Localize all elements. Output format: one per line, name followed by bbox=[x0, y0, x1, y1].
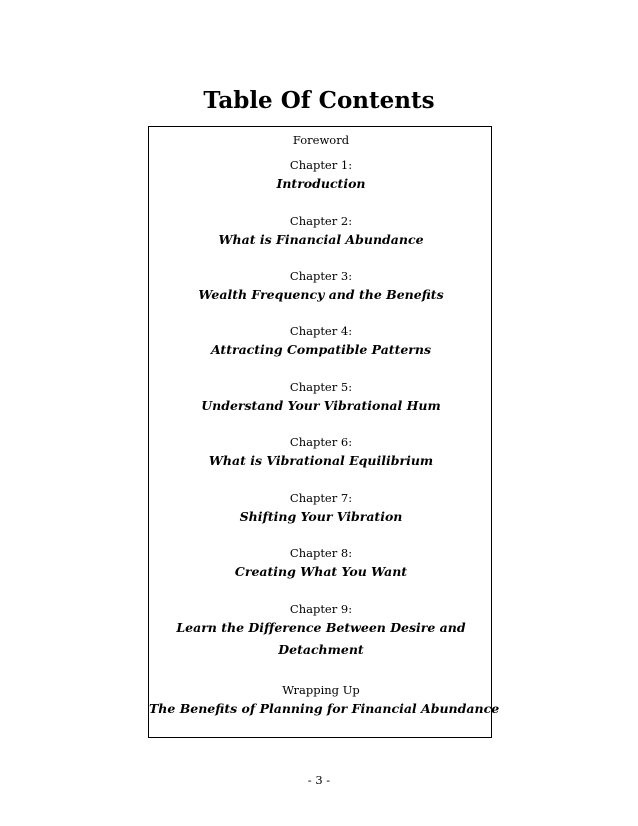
toc-entry-foreword bbox=[149, 133, 493, 148]
chapter-label: Chapter 1: bbox=[289, 158, 353, 172]
toc-entry-chapter-7 bbox=[149, 491, 493, 528]
chapter-title: Wealth Frequency and the Benefits bbox=[198, 287, 444, 302]
page-number: - 3 - bbox=[307, 773, 331, 787]
toc-entry-chapter-6 bbox=[149, 435, 493, 472]
chapter-title: Introduction bbox=[276, 176, 366, 191]
chapter-label: Chapter 5: bbox=[289, 380, 353, 394]
toc-entry-chapter-3 bbox=[149, 269, 493, 306]
toc-entry-chapter-5 bbox=[149, 380, 493, 417]
wrapping-up-title: The Benefits of Planning for Financial Abundance bbox=[149, 701, 500, 716]
toc-entry-chapter-2 bbox=[149, 214, 493, 251]
chapter-title: What is Vibrational Equilibrium bbox=[208, 453, 434, 468]
chapter-title: Creating What You Want bbox=[234, 564, 408, 579]
foreword-label: Foreword bbox=[292, 133, 350, 147]
chapter-label: Chapter 8: bbox=[289, 546, 353, 560]
chapter-label: Chapter 7: bbox=[289, 491, 353, 505]
toc-entry-chapter-1 bbox=[149, 158, 493, 195]
table-of-contents-box bbox=[148, 126, 500, 738]
chapter-label: Chapter 2: bbox=[289, 214, 353, 228]
chapter-label: Chapter 6: bbox=[289, 435, 353, 449]
chapter-label: Chapter 9: bbox=[289, 602, 353, 616]
page-title: Table Of Contents bbox=[203, 87, 435, 114]
toc-entry-chapter-4 bbox=[149, 324, 493, 361]
chapter-label: Chapter 3: bbox=[289, 269, 353, 283]
chapter-title: Attracting Compatible Patterns bbox=[210, 342, 432, 357]
chapter-title: Understand Your Vibrational Hum bbox=[201, 398, 441, 413]
wrapping-up-label: Wrapping Up bbox=[282, 683, 360, 697]
toc-entry-chapter-8 bbox=[149, 546, 493, 583]
chapter-title: Learn the Difference Between Desire and Detachment bbox=[176, 620, 466, 657]
chapter-title: Shifting Your Vibration bbox=[239, 509, 403, 524]
toc-entry-wrapping-up bbox=[149, 683, 500, 720]
chapter-label: Chapter 4: bbox=[289, 324, 353, 338]
chapter-title: What is Financial Abundance bbox=[218, 232, 424, 247]
toc-entry-chapter-9 bbox=[171, 602, 471, 661]
